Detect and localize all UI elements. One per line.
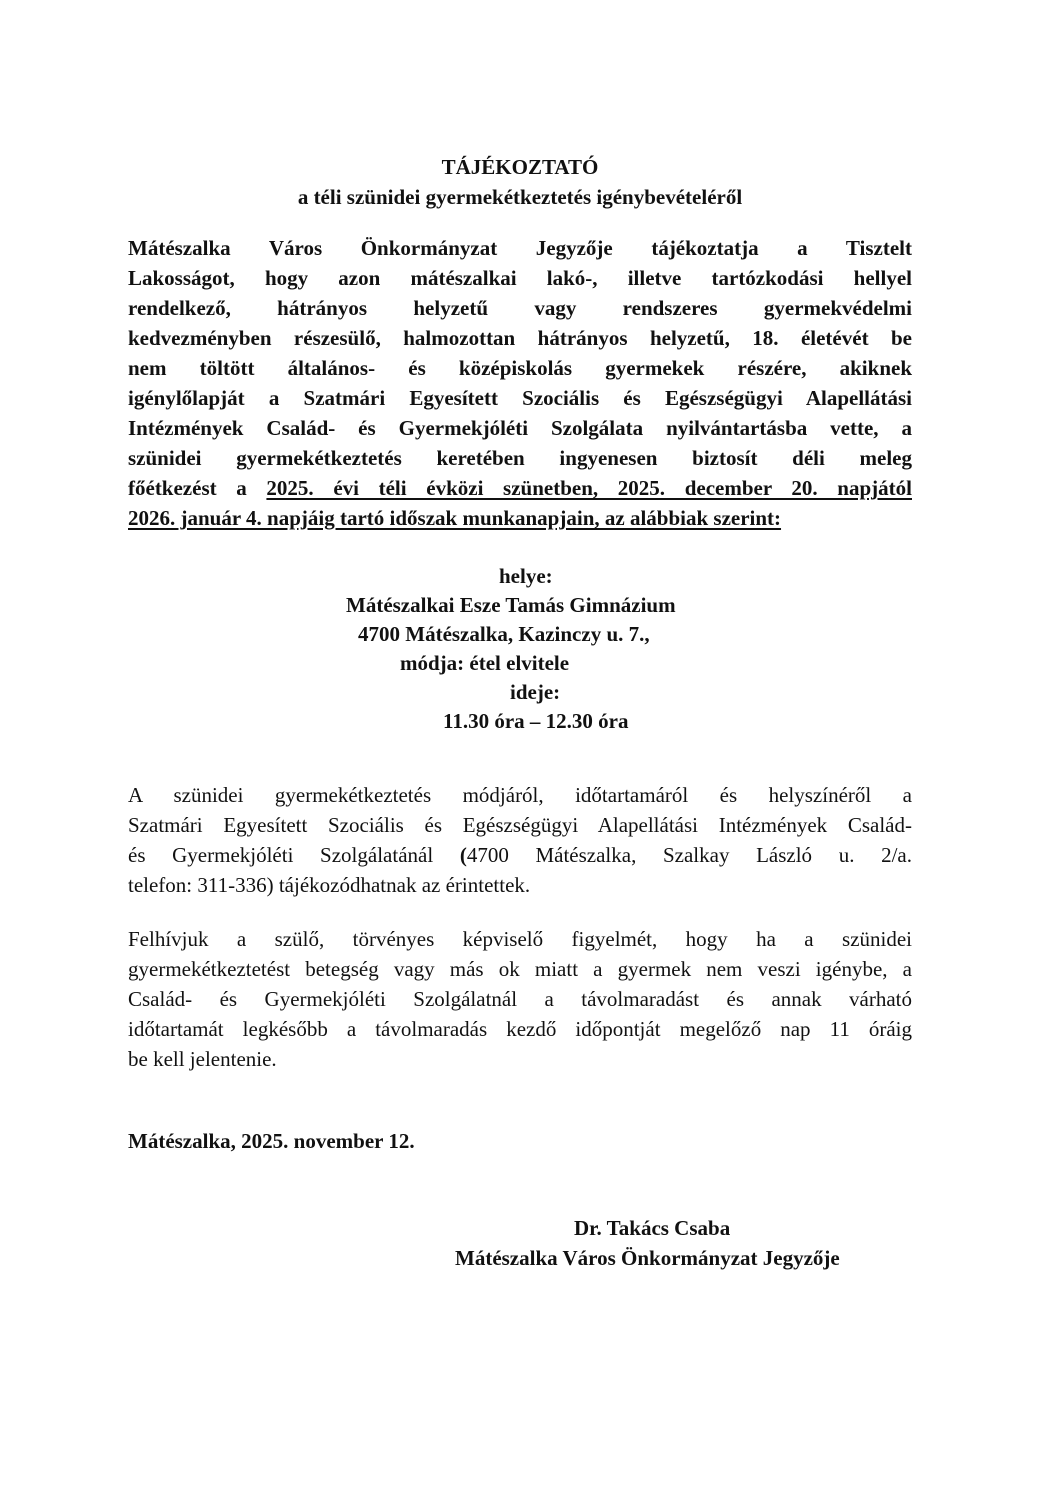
place-address: 4700 Mátészalka, Kazinczy u. 7., (358, 622, 650, 646)
service-address: 4700 Mátészalka, Szalkay László u. 2/a. (466, 843, 912, 867)
time-label-row (128, 678, 912, 707)
notice-line: gyermekétkeztetést betegség vagy más ok miatt a gyermek nem veszi igénybe, a (128, 957, 912, 981)
place-name: Mátészalkai Esze Tamás Gimnázium (346, 593, 676, 617)
place-name-row (128, 591, 912, 620)
notice-paragraph (128, 924, 912, 1074)
time-label: ideje: (510, 680, 561, 704)
notice-line: időtartamát legkésőbb a távolmaradás kezdő időpontját megelőző nap 11 óráig (128, 1017, 912, 1041)
info-line-address (128, 840, 912, 870)
intro-line: rendelkező, hátrányos helyzetű vagy rendszeres gyermekvédelmi (128, 296, 912, 320)
intro-line: nem töltött általános- és középiskolás gyermekek részére, akiknek (128, 356, 912, 380)
notice-line: be kell jelentenie. (128, 1047, 277, 1071)
intro-line-prefix: főétkezést a (128, 476, 267, 500)
intro-line: Mátészalka Város Önkormányzat Jegyzője tájékoztatja a Tisztelt (128, 236, 912, 260)
holiday-period-underlined: 2025. évi téli évközi szünetben, 2025. december 20. napjától (266, 476, 912, 500)
meal-details (128, 562, 912, 736)
notice-line: Felhívjuk a szülő, törvényes képviselő figyelmét, hogy ha a szünidei (128, 927, 912, 951)
intro-paragraph (128, 233, 912, 533)
document-title: TÁJÉKOZTATÓ (441, 155, 599, 179)
method-value: módja: étel elvitele (400, 651, 570, 675)
intro-line: Intézmények Család- és Gyermekjóléti Szolgálata nyilvántartásba vette, a (128, 416, 912, 440)
notice-line: Család- és Gyermekjóléti Szolgálatnál a távolmaradást és annak várható (128, 987, 912, 1011)
signatory-title: Mátészalka Város Önkormányzat Jegyzője (455, 1246, 840, 1270)
place-address-row (128, 620, 912, 649)
place-and-date: Mátészalka, 2025. november 12. (128, 1129, 415, 1153)
intro-line-period-end (128, 503, 912, 533)
info-line-phone: telefon: 311-336) tájékozódhatnak az érintettek. (128, 873, 531, 897)
intro-line: Lakosságot, hogy azon mátészalkai lakó-, illetve tartózkodási hellyel (128, 266, 912, 290)
info-line: A szünidei gyermekétkeztetés módjáról, időtartamáról és helyszínéről a (128, 783, 912, 807)
place-label-row (128, 562, 912, 591)
info-line-service: és Gyermekjóléti Szolgálatánál (128, 843, 460, 867)
document-subtitle: a téli szünidei gyermekétkeztetés igénybevételéről (297, 185, 743, 209)
time-value: 11.30 óra – 12.30 óra (443, 709, 629, 733)
method-row (128, 649, 912, 678)
info-line: Szatmári Egyesített Szociális és Egészségügyi Alapellátási Intézmények Család- (128, 813, 912, 837)
intro-line: szünidei gyermekétkeztetés keretében ingyenesen biztosít déli meleg (128, 446, 912, 470)
holiday-period-end-underlined: 2026. január 4. napjáig tartó időszak munkanapjain, az alábbiak szerint: (128, 506, 782, 530)
open-paren: ( (459, 843, 467, 867)
intro-line-period-start (128, 473, 912, 503)
time-value-row (128, 707, 912, 736)
info-paragraph (128, 780, 912, 900)
intro-line: kedvezményben részesülő, halmozottan hátrányos helyzetű, 18. életévét be (128, 326, 912, 350)
intro-line: igénylőlapját a Szatmári Egyesített Szociális és Egészségügyi Alapellátási (128, 386, 912, 410)
place-label: helye: (499, 564, 553, 588)
signatory-name: Dr. Takács Csaba (574, 1216, 731, 1240)
